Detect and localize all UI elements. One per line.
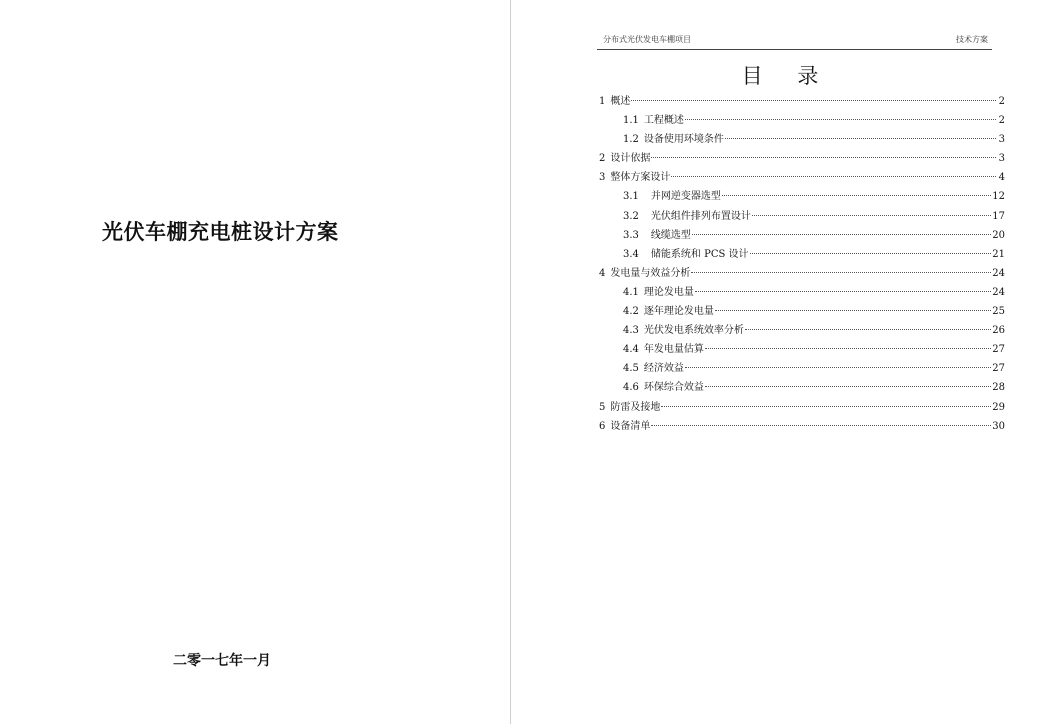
toc-entry-title: 光伏发电系统效率分析 [643,325,744,337]
toc-entry-page: 2 [998,96,1005,107]
toc-dot-leader [752,215,991,216]
toc-dot-leader [685,119,996,120]
toc-entry-page: 25 [992,306,1005,318]
toc-entry[interactable] [599,359,1005,378]
toc-entry-title: 逐年理论发电量 [643,306,714,318]
toc-dot-leader [725,138,996,139]
toc-entry-title: 设备清单 [610,420,651,432]
toc-entry[interactable] [599,226,1005,245]
toc-entry-number: 3 [599,172,606,184]
toc-entry-title: 概述 [610,96,631,107]
toc-dot-leader [651,157,996,158]
toc-dot-leader [750,253,992,254]
toc-entry-page: 12 [992,191,1005,203]
toc-entry-page: 29 [992,401,1005,413]
toc-entry-title: 年发电量估算 [643,344,704,356]
toc-entry-number: 4 [599,267,606,279]
toc-entry-number: 4.3 [623,325,639,337]
toc-entry[interactable] [599,417,1005,436]
toc-entry-page: 28 [992,382,1005,394]
toc-entry-title: 发电量与效益分析 [610,267,691,279]
document-date: 二零一七年一月 [173,653,271,669]
toc-entry-title: 设备使用环境条件 [643,134,724,146]
toc-entry-number: 4.1 [623,286,639,298]
toc-heading: 目 录 [741,64,833,88]
toc-entry-page: 30 [992,420,1005,432]
toc-entry[interactable] [599,321,1005,340]
running-header [597,33,992,50]
toc-entry[interactable] [599,207,1005,226]
toc-entry[interactable] [599,168,1005,187]
toc-entry[interactable] [599,92,1005,111]
toc-entry-number: 3.3 [623,229,639,241]
toc-entry-title: 储能系统和 PCS 设计 [650,248,749,260]
toc-entry[interactable] [599,302,1005,321]
toc-entry-number: 1.2 [623,134,639,146]
toc-entry-number: 1.1 [623,115,639,127]
toc-entry-page: 21 [992,248,1005,260]
toc-entry[interactable] [599,187,1005,206]
toc-entry-number: 5 [599,401,606,413]
toc-entry-title: 环保综合效益 [643,382,704,394]
toc-dot-leader [715,310,991,311]
toc-dot-leader [651,425,991,426]
toc-entry-page: 24 [992,267,1005,279]
toc-entry-page: 26 [992,325,1005,337]
toc-entry[interactable] [599,264,1005,283]
toc-dot-leader [691,272,991,273]
toc-entry[interactable] [599,149,1005,168]
toc-entry-page: 17 [992,210,1005,222]
toc-dot-leader [692,234,991,235]
cover-page [0,0,510,724]
toc-page [511,0,1049,724]
toc-entry-title: 理论发电量 [643,286,694,298]
toc-entry-number: 4.6 [623,382,639,394]
toc-entry[interactable] [599,283,1005,302]
toc-entry[interactable] [599,130,1005,149]
toc-dot-leader [722,195,991,196]
toc-entry-page: 4 [998,172,1005,184]
toc-entry-page: 20 [992,229,1005,241]
header-project-name: 分布式光伏发电车棚项目 [603,35,691,44]
toc-entry-number: 1 [599,96,606,107]
toc-entry-number: 4.2 [623,306,639,318]
header-doc-type: 技术方案 [956,35,988,44]
toc-entry-number: 2 [599,153,606,165]
toc-entry-number: 3.4 [623,248,639,260]
toc-entry-page: 24 [992,286,1005,298]
toc-entry-title: 设计依据 [610,153,651,165]
toc-entry-number: 4.5 [623,363,639,375]
toc-entry-number: 3.2 [623,210,639,222]
toc-dot-leader [661,406,991,407]
toc-entry-title: 防雷及接地 [610,401,661,413]
toc-entry-page: 27 [992,363,1005,375]
toc-entry-title: 经济效益 [643,363,684,375]
toc-entry-page: 3 [998,134,1005,146]
toc-entry-page: 2 [998,115,1005,127]
document-title: 光伏车棚充电桩设计方案 [102,220,339,244]
toc-entry[interactable] [599,111,1005,130]
toc-entry-number: 4.4 [623,344,639,356]
toc-dot-leader [695,291,991,292]
toc-entry-title: 光伏组件排列布置设计 [650,210,751,222]
toc-entry-title: 线缆选型 [650,229,691,241]
toc-entry[interactable] [599,340,1005,359]
toc-dot-leader [631,100,996,101]
toc-entry[interactable] [599,245,1005,264]
toc-dot-leader [705,386,991,387]
toc-entry-title: 并网逆变器选型 [650,191,721,203]
toc-entry-number: 3.1 [623,191,639,203]
toc-dot-leader [705,348,991,349]
toc-entry[interactable] [599,378,1005,397]
toc-entry-page: 3 [998,153,1005,165]
toc-entry[interactable] [599,398,1005,417]
toc-dot-leader [745,329,991,330]
toc-entry-page: 27 [992,344,1005,356]
toc-entry-number: 6 [599,420,606,432]
toc-entry-title: 整体方案设计 [610,172,671,184]
toc-dot-leader [671,176,996,177]
toc-list [599,92,1005,436]
toc-entry-title: 工程概述 [643,115,684,127]
toc-dot-leader [685,367,991,368]
